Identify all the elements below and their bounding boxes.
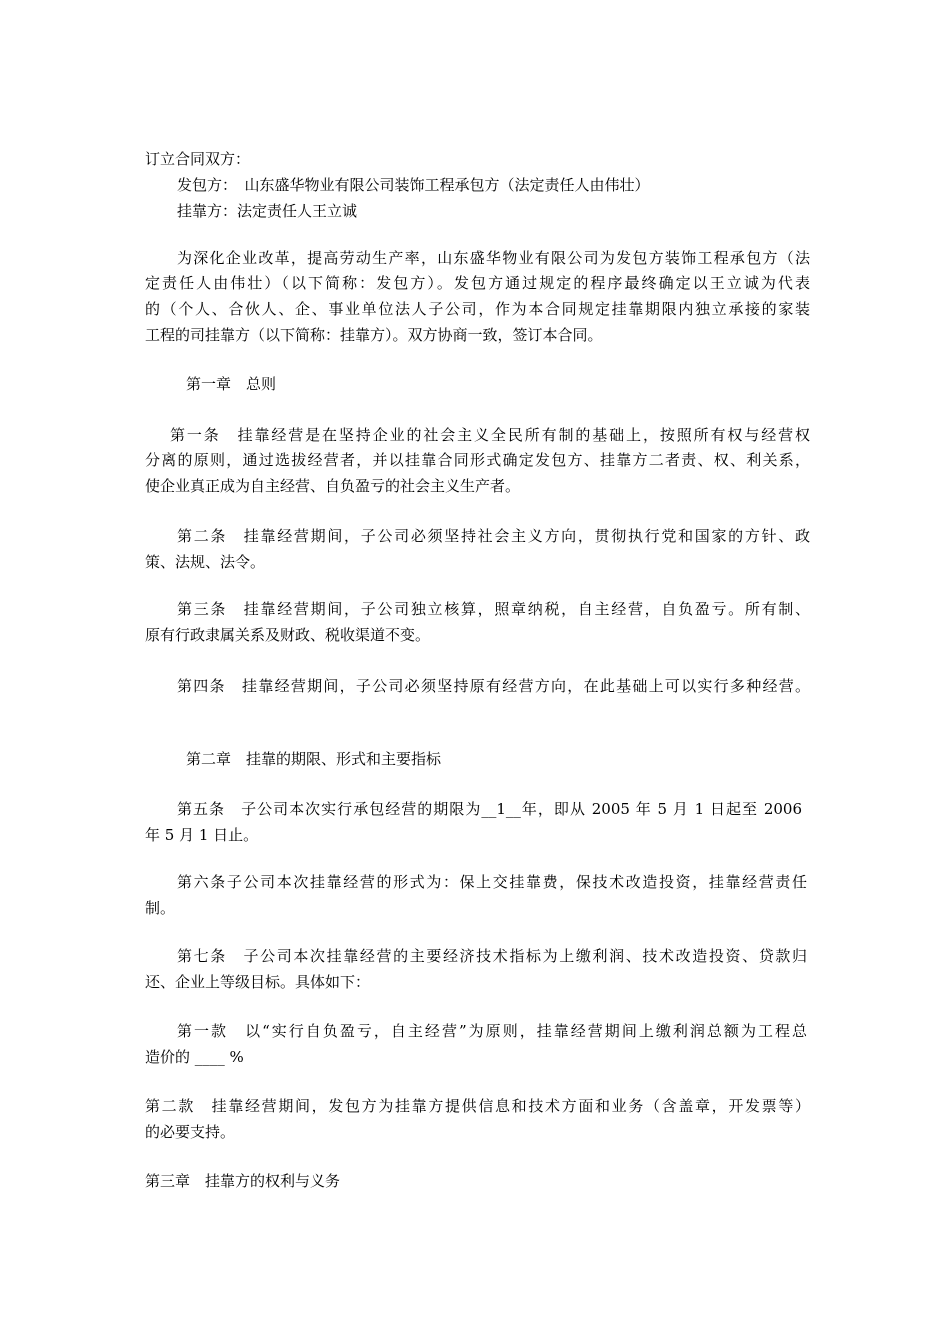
article-5-line: 年 5 月 1 日止。 xyxy=(145,826,259,844)
preamble-line: 的（个人、合伙人、企、事业单位法人子公司，作为本合同规定挂靠期限内独立承接的家装 xyxy=(145,300,810,318)
chapter-1-title: 第一章 总则 xyxy=(186,375,277,393)
article-5-line: 第五条 子公司本次实行承包经营的期限为__1__年，即从 2005 年 5 月 1 日起至 2006 xyxy=(177,800,802,818)
article-2-line: 第二条 挂靠经营期间，子公司必须坚持社会主义方向，贯彻执行党和国家的方针、政 xyxy=(177,527,810,545)
clause-2-line: 第二款 挂靠经营期间，发包方为挂靠方提供信息和技术方面和业务（含盖章，开发票等） xyxy=(145,1097,810,1115)
article-1-line: 第一条 挂靠经营是在坚持企业的社会主义全民所有制的基础上，按照所有权与经营权 xyxy=(170,426,810,444)
parties-heading: 订立合同双方： xyxy=(145,150,251,168)
preamble-line: 为深化企业改革，提高劳动生产率，山东盛华物业有限公司为发包方装饰工程承包方（法 xyxy=(177,249,810,267)
article-1-line: 使企业真正成为自主经营、自负盈亏的社会主义生产者。 xyxy=(145,477,521,495)
article-6-line: 第六条子公司本次挂靠经营的形式为：保上交挂靠费，保技术改造投资，挂靠经营责任 xyxy=(177,873,807,891)
clause-1-line: 造价的 ____ % xyxy=(145,1048,244,1066)
preamble-line: 定责任人由伟壮）（以下简称：发包方）。发包方通过规定的程序最终确定以王立诚为代表 xyxy=(145,274,810,292)
article-4-line: 第四条 挂靠经营期间，子公司必须坚持原有经营方向，在此基础上可以实行多种经营。 xyxy=(177,677,810,695)
employer-line: 发包方： 山东盛华物业有限公司装饰工程承包方（法定责任人由伟壮） xyxy=(177,176,650,194)
chapter-3-title: 第三章 挂靠方的权利与义务 xyxy=(145,1172,341,1190)
article-3-line: 原有行政隶属关系及财政、税收渠道不变。 xyxy=(145,626,431,644)
article-1-line: 分离的原则，通过选拔经营者，并以挂靠合同形式确定发包方、挂靠方二者责、权、利关系， xyxy=(145,451,810,469)
article-7-line: 还、企业上等级目标。具体如下： xyxy=(145,973,371,991)
affiliate-line: 挂靠方：法定责任人王立诚 xyxy=(177,202,358,220)
article-7-line: 第七条 子公司本次挂靠经营的主要经济技术指标为上缴利润、技术改造投资、贷款归 xyxy=(177,947,807,965)
article-3-line: 第三条 挂靠经营期间，子公司独立核算，照章纳税，自主经营，自负盈亏。所有制、 xyxy=(177,600,810,618)
clause-2-line: 的必要支持。 xyxy=(145,1123,236,1141)
preamble-line: 工程的司挂靠方（以下简称：挂靠方）。双方协商一致，签订本合同。 xyxy=(145,326,603,344)
chapter-2-title: 第二章 挂靠的期限、形式和主要指标 xyxy=(186,750,442,768)
clause-1-line: 第一款 以“实行自负盈亏，自主经营”为原则，挂靠经营期间上缴利润总额为工程总 xyxy=(177,1022,807,1040)
article-2-line: 策、法规、法令。 xyxy=(145,553,266,571)
article-6-line: 制。 xyxy=(145,899,176,917)
